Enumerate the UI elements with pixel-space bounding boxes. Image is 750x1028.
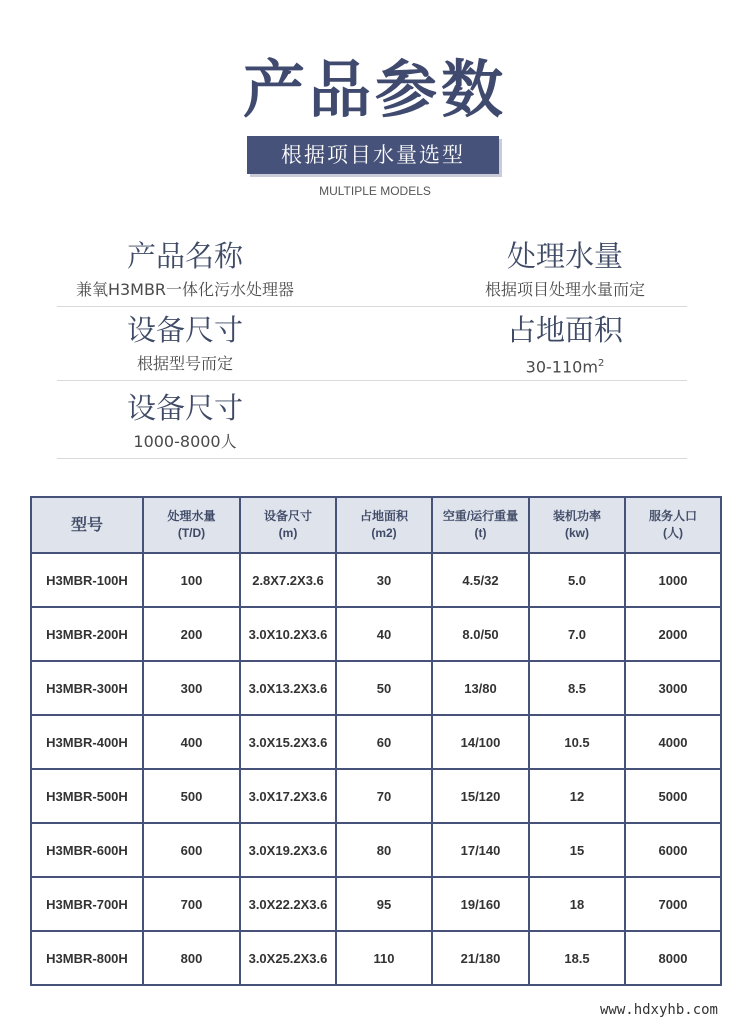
table-row — [31, 877, 721, 931]
table-cell: 800 — [143, 931, 240, 985]
website-url: www.hdxyhb.com — [599, 1002, 718, 1018]
table-cell: 400 — [143, 715, 240, 769]
table-header-cell: 占地面积 (m2) — [336, 497, 432, 553]
table-cell: 10.5 — [529, 715, 625, 769]
table-row — [31, 553, 721, 607]
spec-value: 1000-8000人 — [133, 432, 237, 451]
spec-value: 根据项目处理水量而定 — [484, 280, 645, 299]
table-cell: 19/160 — [432, 877, 529, 931]
spec-label: 占地面积 — [506, 313, 623, 347]
table-cell: H3MBR-400H — [31, 715, 143, 769]
table-cell: 13/80 — [432, 661, 529, 715]
table-cell: 200 — [143, 607, 240, 661]
table-row — [31, 931, 721, 985]
table-cell: 5000 — [625, 769, 721, 823]
table-cell: 95 — [336, 877, 432, 931]
table-cell: 21/180 — [432, 931, 529, 985]
spec-value-text: 30-110m — [525, 357, 598, 377]
table-cell: 2000 — [625, 607, 721, 661]
table-cell: 2.8X7.2X3.6 — [240, 553, 336, 607]
table-cell: 15 — [529, 823, 625, 877]
table-cell: H3MBR-600H — [31, 823, 143, 877]
table-cell: H3MBR-300H — [31, 661, 143, 715]
table-header-cell: 设备尺寸 (m) — [240, 497, 336, 553]
spec-water-volume — [440, 238, 690, 302]
table-cell: 110 — [336, 931, 432, 985]
table-cell: H3MBR-800H — [31, 931, 143, 985]
parameters-table — [30, 496, 722, 986]
table-cell: 18 — [529, 877, 625, 931]
table-cell: 1000 — [625, 553, 721, 607]
table-row — [31, 769, 721, 823]
table-cell: 60 — [336, 715, 432, 769]
table-header-cell: 型号 — [31, 497, 143, 553]
table-row — [31, 607, 721, 661]
spec-value — [440, 352, 690, 379]
subtitle-english: MULTIPLE MODELS — [319, 184, 431, 198]
spec-label: 产品名称 — [126, 239, 243, 273]
table-cell: 3000 — [625, 661, 721, 715]
subtitle-banner: 根据项目水量选型 — [247, 136, 499, 174]
table-header-row — [31, 497, 721, 553]
divider — [57, 458, 687, 459]
divider — [57, 306, 687, 307]
table-cell: 8.0/50 — [432, 607, 529, 661]
spec-label: 设备尺寸 — [126, 391, 243, 425]
table-cell: H3MBR-700H — [31, 877, 143, 931]
table-cell: 3.0X15.2X3.6 — [240, 715, 336, 769]
table-row — [31, 823, 721, 877]
table-cell: 5.0 — [529, 553, 625, 607]
table-cell: 30 — [336, 553, 432, 607]
table-cell: 300 — [143, 661, 240, 715]
table-cell: 3.0X17.2X3.6 — [240, 769, 336, 823]
table-cell: 17/140 — [432, 823, 529, 877]
table-cell: 700 — [143, 877, 240, 931]
table-header-cell: 装机功率 (kw) — [529, 497, 625, 553]
divider — [57, 380, 687, 381]
spec-floor-area — [440, 312, 690, 379]
table-cell: 4000 — [625, 715, 721, 769]
unit-superscript: 2 — [597, 358, 605, 369]
table-cell: 15/120 — [432, 769, 529, 823]
table-header-cell: 空重/运行重量 (t) — [432, 497, 529, 553]
table-row — [31, 715, 721, 769]
table-cell: 600 — [143, 823, 240, 877]
table-cell: 14/100 — [432, 715, 529, 769]
table-cell: 3.0X10.2X3.6 — [240, 607, 336, 661]
table-cell: 80 — [336, 823, 432, 877]
table-cell: 7.0 — [529, 607, 625, 661]
spec-equipment-size — [60, 312, 310, 376]
table-cell: H3MBR-100H — [31, 553, 143, 607]
table-cell: 3.0X22.2X3.6 — [240, 877, 336, 931]
table-cell: 500 — [143, 769, 240, 823]
table-cell: 8000 — [625, 931, 721, 985]
table-cell: 8.5 — [529, 661, 625, 715]
table-cell: 3.0X25.2X3.6 — [240, 931, 336, 985]
table-cell: 12 — [529, 769, 625, 823]
table-cell: 3.0X19.2X3.6 — [240, 823, 336, 877]
table-cell: 6000 — [625, 823, 721, 877]
table-header-cell: 处理水量 (T/D) — [143, 497, 240, 553]
table-cell: 7000 — [625, 877, 721, 931]
page-title: 产品参数 — [242, 53, 507, 126]
table-row — [31, 661, 721, 715]
table-cell: 50 — [336, 661, 432, 715]
spec-label: 设备尺寸 — [126, 313, 243, 347]
spec-value: 根据型号而定 — [136, 354, 233, 373]
spec-product-name — [60, 238, 310, 302]
table-cell: 18.5 — [529, 931, 625, 985]
table-cell: 3.0X13.2X3.6 — [240, 661, 336, 715]
table-cell: 100 — [143, 553, 240, 607]
table-cell: 40 — [336, 607, 432, 661]
table-cell: 4.5/32 — [432, 553, 529, 607]
spec-service-population — [60, 390, 310, 454]
table-header-cell: 服务人口 (人) — [625, 497, 721, 553]
table-cell: H3MBR-200H — [31, 607, 143, 661]
table-cell: 70 — [336, 769, 432, 823]
spec-label: 处理水量 — [506, 239, 623, 273]
table-cell: H3MBR-500H — [31, 769, 143, 823]
spec-value: 兼氧H3MBR一体化污水处理器 — [75, 280, 295, 299]
